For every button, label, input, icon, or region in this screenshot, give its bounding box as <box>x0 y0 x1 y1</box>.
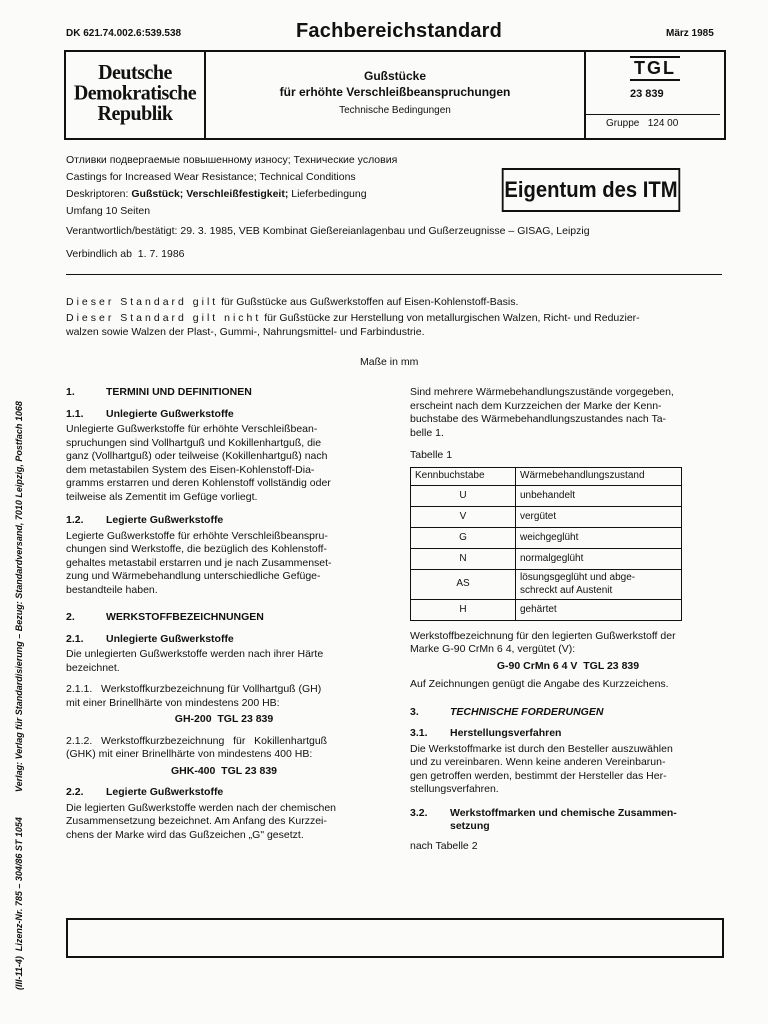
drawing-note: Auf Zeichnungen genügt die Angabe des Kurzzeichens. <box>410 678 669 690</box>
ownership-stamp: Eigentum des ITM <box>502 168 680 212</box>
example-line: Werkstoffbezeichnung für den legierten Gußwerkstoff der <box>410 629 676 642</box>
section-2-1-title: Unlegierte Gußwerkstoffe <box>106 632 234 645</box>
sidebar-publisher-note: (III-11-4) Lizenz-Nr. 785 – 304/86 ST 1054 Verlag: Verlag für Standardisierung – Bezug: Standardversand, 7010 Leipzig, Postfach 1068 <box>14 401 24 990</box>
s31-line: gen getroffen werden, bestimmt der Hersteller das Her- <box>410 769 667 782</box>
descriptors <box>66 188 367 201</box>
section-2-1-body <box>66 648 382 675</box>
descriptors-rest: Lieferbedingung <box>288 188 367 200</box>
gruppe-number: Gruppe 124 00 <box>606 118 679 129</box>
section-3-1-title: Herstellungsverfahren <box>450 727 562 739</box>
logo-line-1: Deutsche <box>98 60 172 84</box>
s22-line: Die legierten Gußwerkstoffe werden nach der chemischen <box>66 801 337 814</box>
section-1-1-number: 1.1. <box>66 407 84 420</box>
table-cell-condition: weichgeglüht <box>516 527 682 548</box>
section-2-2-title: Legierte Gußwerkstoffe <box>106 786 224 798</box>
table-cell-code: G <box>411 527 516 548</box>
scope-2-rest: für Gußstücke zur Herstellung von metallurgischen Walzen, Richt- und Reduzier- <box>261 312 640 324</box>
table-row <box>411 506 682 527</box>
scope-2-spaced: Dieser Standard gilt nicht <box>66 312 262 324</box>
rt-intro-line: belle 1. <box>410 426 444 439</box>
section-3-2-heading <box>410 807 726 834</box>
section-2-1-number: 2.1. <box>66 632 84 645</box>
s22-line: chens der Marke wird das Gußzeichen „G" gesetzt. <box>66 828 304 841</box>
table-row <box>411 569 682 599</box>
descriptors-bold: Gußstück; Verschleißfestigkeit; <box>131 188 289 200</box>
s12-line: Legierte Gußwerkstoffe für erhöhte Verschleißbeanspru- <box>66 529 328 542</box>
tgl-divider <box>586 114 720 115</box>
section-1-2-title: Legierte Gußwerkstoffe <box>106 514 224 526</box>
section-3-heading <box>410 706 726 720</box>
table-row <box>411 548 682 569</box>
logo-line-2: Demokratische <box>73 80 197 105</box>
gh-code: GH-200 TGL 23 839 <box>174 713 274 725</box>
s11-line: gramms erstarren und deren Kohlenstoff vollständig oder <box>66 477 331 489</box>
s11-line: ganz (Vollhartguß) oder teilweise (Kokillenhartguß) nach <box>66 450 328 462</box>
table-header-cell: Wärmebehandlungszustand <box>516 467 682 485</box>
standard-title-line-2: für erhöhte Verschleißbeanspruchungen <box>279 85 511 99</box>
left-column <box>66 386 382 842</box>
section-2-title: WERKSTOFFBEZEICHNUNGEN <box>106 611 264 623</box>
s11-line: dem metastabilen System des Eisen-Kohlenstoff-Dia- <box>66 463 315 476</box>
section-3-2-title-wrap <box>450 807 677 834</box>
table-cell-code: AS <box>411 569 516 599</box>
section-1-2-body <box>66 530 382 598</box>
s31-line: Die Werkstoffmarke ist durch den Besteller auszuwählen <box>410 742 673 755</box>
s211-line: mit einer Brinellhärte von mindestens 200 HB: <box>66 696 280 709</box>
section-1-heading <box>66 386 382 400</box>
s11-line: teilweise als Zementit im Gefüge vorliegt. <box>66 490 258 503</box>
table-cell-code: V <box>411 506 516 527</box>
effective-date: Verbindlich ab 1. 7. 1986 <box>66 248 185 260</box>
logo-line-3: Republik <box>97 101 173 125</box>
section-2-1-heading <box>66 633 382 647</box>
section-2-2-heading <box>66 786 382 800</box>
section-3-2-body: nach Tabelle 2 <box>410 839 478 852</box>
s212-line: (GHK) mit einer Brinellhärte von mindestens 400 HB: <box>66 748 313 760</box>
issue-date: März 1985 <box>666 28 714 39</box>
section-3-2-number: 3.2. <box>410 806 428 819</box>
scope-1-rest: für Gußstücke aus Gußwerkstoffen auf Eisen-Kohlenstoff-Basis. <box>218 296 519 308</box>
section-2-1-1-body <box>66 683 382 727</box>
title-russian: Отливки подвергаемые повышенному износу; Технические условия <box>66 154 398 166</box>
s211-line: 2.1.1. Werkstoffkurzbezeichnung für Vollhartguß (GH) <box>66 683 322 695</box>
s21-line: bezeichnet. <box>66 661 120 674</box>
table-cell-condition: normalgeglüht <box>516 548 682 569</box>
s22-line: Zusammensetzung bezeichnet. Am Anfang des Kurzzei- <box>66 815 327 827</box>
title-english: Castings for Increased Wear Resistance; Technical Conditions <box>66 171 356 183</box>
scope-1-spaced: Dieser Standard gilt <box>66 296 219 308</box>
section-1-1-heading <box>66 408 382 422</box>
right-column <box>410 386 726 853</box>
table-row <box>411 527 682 548</box>
document-type-title: Fachbereichstandard <box>296 20 503 42</box>
table-1 <box>410 467 682 621</box>
s212-line: 2.1.2. Werkstoffkurzbezeichnung für Kokillenhartguß <box>66 734 328 747</box>
table-cell-condition: unbehandelt <box>516 485 682 506</box>
section-2-heading <box>66 611 382 625</box>
section-1-2-number: 1.2. <box>66 514 84 526</box>
scope-2-line-2: walzen sowie Walzen der Plast-, Gummi-, Nahrungsmittel- und Farbindustrie. <box>66 325 425 338</box>
s12-line: zung und Wärmebehandlung unterschiedliche Gefüge- <box>66 570 321 582</box>
section-1-1-body <box>66 423 382 504</box>
s31-line: und zu vereinbaren. Wenn keine anderen Vereinbarun- <box>410 756 666 768</box>
section-3-2-title-1: Werkstoffmarken und chemische Zusammen- <box>450 806 677 819</box>
footer-box <box>66 918 724 958</box>
table-1-body <box>411 467 682 620</box>
table-cell-code: N <box>411 548 516 569</box>
example-line: Marke G-90 CrMn 6 4, vergütet (V): <box>410 643 576 655</box>
rt-intro-line: buchstabe des Wärmebehandlungszustandes nach Ta- <box>410 413 667 425</box>
s31-line: stellungsverfahren. <box>410 783 499 795</box>
ghk-code: GHK-400 TGL 23 839 <box>170 764 278 777</box>
standard-subtitle: Technische Bedingungen <box>339 105 451 116</box>
section-3-1-number: 3.1. <box>410 727 428 739</box>
example-description <box>410 630 726 657</box>
scope-paragraph-2 <box>66 312 734 339</box>
section-1-number: 1. <box>66 386 75 398</box>
table-cell-code: H <box>411 599 516 620</box>
tgl-block <box>586 50 720 136</box>
section-3-1-body <box>410 743 726 797</box>
section-2-2-number: 2.2. <box>66 786 84 798</box>
section-1-1-title: Unlegierte Gußwerkstoffe <box>106 407 234 420</box>
table-cell-condition: lösungsgeglüht und abge- schreckt auf Austenit <box>516 569 682 599</box>
rt-intro-line: erscheint nach dem Kurzzeichen der Marke der Kenn- <box>410 399 662 412</box>
standard-title-line-1: Gußstücke <box>363 69 426 83</box>
table-cell-code: U <box>411 485 516 506</box>
s12-line: gehaltes metastabil erstarren und je nach Zusammenset- <box>66 556 332 569</box>
rt-intro-line: Sind mehrere Wärmebehandlungszustände vorgegeben, <box>410 386 674 398</box>
descriptors-prefix: Deskriptoren: <box>66 188 132 200</box>
s12-line: chungen sind Werkstoffe, die bezüglich des Kohlenstoff- <box>66 543 327 555</box>
s11-line: spruchungen sind Vollhartguß und Kokillenhartguß, die <box>66 436 322 449</box>
responsibility-line: Verantwortlich/bestätigt: 29. 3. 1985, VEB Kombinat Gießereianlagenbau und Gußerzeugnisse – GISAG, Leipzig <box>66 225 590 237</box>
section-3-number: 3. <box>410 705 419 718</box>
scope-paragraph-1 <box>66 296 726 310</box>
tgl-logo: TGL <box>630 56 680 81</box>
standard-title-block <box>206 50 584 136</box>
heat-treatment-intro <box>410 386 726 440</box>
s12-line: bestandteile haben. <box>66 583 158 596</box>
gdr-logo <box>66 47 204 140</box>
table-1-caption: Tabelle 1 <box>410 449 453 461</box>
s11-line: Unlegierte Gußwerkstoffe für erhöhte Verschleißbean- <box>66 423 318 435</box>
dk-classification: DK 621.74.002.6:539.538 <box>66 28 182 39</box>
section-3-title: TECHNISCHE FORDERUNGEN <box>450 705 604 718</box>
table-cell-condition: gehärtet <box>516 599 682 620</box>
section-1-title: TERMINI UND DEFINITIONEN <box>106 386 252 398</box>
page-count: Umfang 10 Seiten <box>66 205 151 217</box>
section-2-number: 2. <box>66 611 75 623</box>
table-cell-condition: vergütet <box>516 506 682 527</box>
s21-line: Die unlegierten Gußwerkstoffe werden nach ihrer Härte <box>66 648 324 660</box>
section-3-2-title-2: setzung <box>450 820 490 832</box>
dimensions-note: Maße in mm <box>360 356 419 368</box>
section-2-1-2-body <box>66 735 382 779</box>
intro-separator <box>66 274 722 275</box>
table-row <box>411 485 682 506</box>
section-1-2-heading <box>66 514 382 528</box>
tgl-number: 23 839 <box>630 88 664 100</box>
section-2-2-body <box>66 802 382 843</box>
table-header-row <box>411 467 682 485</box>
section-3-1-heading <box>410 727 726 741</box>
table-row <box>411 599 682 620</box>
table-header-cell: Kennbuchstabe <box>411 467 516 485</box>
example-code: G-90 CrMn 6 4 V TGL 23 839 <box>496 659 640 672</box>
